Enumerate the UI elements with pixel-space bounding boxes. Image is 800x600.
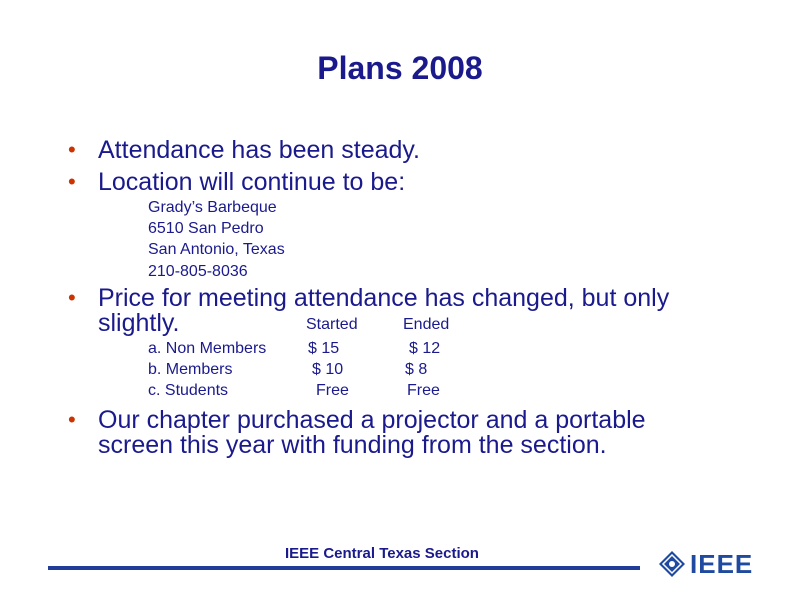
bullet-text: Our chapter purchased a projector and a portable: [98, 406, 646, 434]
price-row-label: a. Non Members: [148, 340, 267, 357]
price-row-label: c. Students: [148, 382, 229, 399]
bullet-dot: •: [68, 407, 76, 432]
price-row-started: Free: [316, 382, 349, 399]
price-row-ended: $ 12: [409, 340, 441, 357]
location-street: 6510 San Pedro: [148, 220, 264, 237]
price-row-ended: $ 8: [405, 361, 428, 378]
bullet-dot: •: [68, 137, 76, 162]
price-header-ended: Ended: [403, 316, 450, 333]
location-city: San Antonio, Texas: [148, 241, 285, 258]
price-row-label: b. Members: [148, 361, 233, 378]
bullet-text-continued: slightly.: [98, 309, 180, 337]
ieee-logo-text: IEEE: [690, 549, 754, 579]
price-header-started: Started: [306, 316, 358, 333]
price-row-started: $ 10: [312, 361, 344, 378]
bullet-text-continued: screen this year with funding from the section.: [98, 431, 607, 459]
location-name: Grady’s Barbeque: [148, 199, 277, 216]
location-phone: 210-805-8036: [148, 263, 248, 280]
bullet-text: Attendance has been steady.: [98, 136, 420, 164]
slide-title: Plans 2008: [317, 50, 483, 86]
bullet-text: Price for meeting attendance has changed, but only: [98, 284, 670, 312]
price-row-ended: Free: [407, 382, 440, 399]
footer-divider: [48, 566, 640, 570]
price-row-started: $ 15: [308, 340, 340, 357]
bullet-dot: •: [68, 169, 76, 194]
bullet-text: Location will continue to be:: [98, 168, 406, 196]
ieee-diamond-icon: [658, 550, 686, 578]
bullet-dot: •: [68, 285, 76, 310]
footer-section-name: IEEE Central Texas Section: [285, 545, 479, 562]
